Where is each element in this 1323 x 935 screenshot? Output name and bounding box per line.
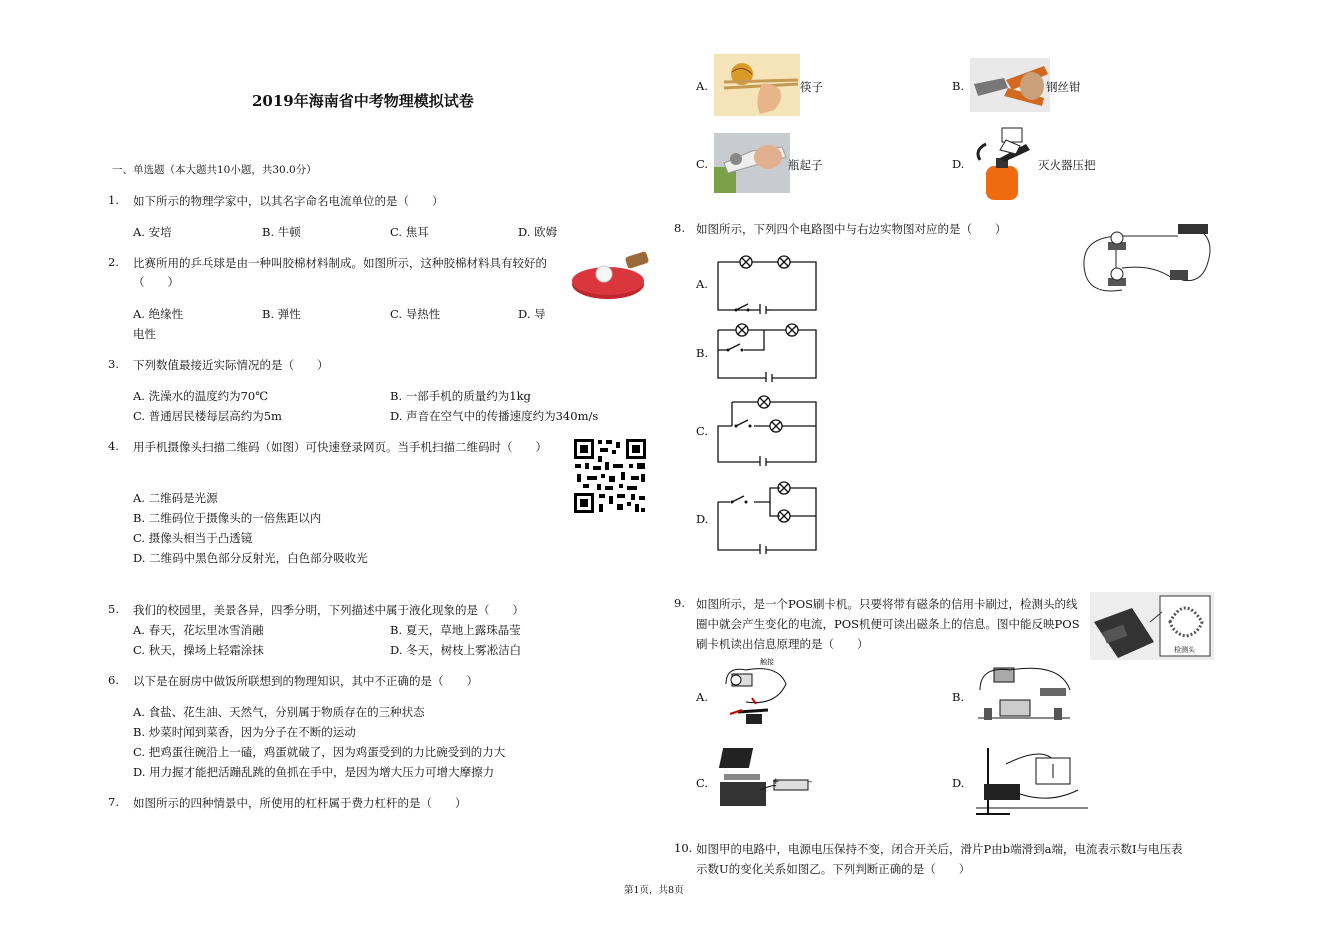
fire-extinguisher-image <box>970 126 1040 200</box>
q9-text-line2: 圈中就会产生变化的电流，POS机便可读出磁条上的信息。图中能反映POS <box>696 617 1080 631</box>
q9-image-d <box>970 744 1094 820</box>
q6-option-b[interactable]: B. 炒菜时闻到菜香，因为分子在不断的运动 <box>133 725 356 739</box>
q10-text-line2: 示数U的变化关系如图乙。下列判断正确的是（ ） <box>696 862 971 876</box>
ping-pong-paddle-image <box>568 250 652 304</box>
pliers-image <box>970 58 1050 112</box>
q8-number: 8. <box>674 221 685 235</box>
q1-number: 1. <box>108 193 119 207</box>
q7-text: 如图所示的四种情景中，所使用的杠杆属于费力杠杆的是（ ） <box>133 796 467 810</box>
q8-circuit-d <box>714 478 824 554</box>
q4-option-c[interactable]: C. 摄像头相当于凸透镜 <box>133 531 253 545</box>
q8-option-a[interactable]: A. <box>696 277 708 291</box>
q7-caption-c: 瓶起子 <box>788 158 823 172</box>
q2-option-d[interactable]: D. 导 <box>518 307 546 321</box>
q9-text: 如图所示，是一个POS刷卡机。只要将带有磁条的信用卡刷过，检测头的线 <box>696 597 1078 611</box>
q6-option-d[interactable]: D. 用力握才能把活蹦乱跳的鱼抓在手中，是因为增大压力可增大摩擦力 <box>133 765 495 779</box>
q5-option-b[interactable]: B. 夏天，草地上露珠晶莹 <box>390 623 521 637</box>
q10-number: 10. <box>674 841 693 855</box>
q6-number: 6. <box>108 673 119 687</box>
q2-option-b[interactable]: B. 弹性 <box>262 307 301 321</box>
q9-option-a[interactable]: A. <box>696 690 708 704</box>
q2-option-d-wrap: 电性 <box>133 327 156 341</box>
pos-machine-image <box>1090 592 1214 660</box>
svg-text:–: – <box>808 777 813 787</box>
q4-option-a[interactable]: A. 二维码是光源 <box>133 491 218 505</box>
q1-option-d[interactable]: D. 欧姆 <box>518 225 558 239</box>
q2-option-c[interactable]: C. 导热性 <box>390 307 441 321</box>
q1-option-a[interactable]: A. 安培 <box>133 225 172 239</box>
q9-option-b[interactable]: B. <box>952 690 965 704</box>
q1-text: 如下所示的物理学家中，以其名字命名电流单位的是（ ） <box>133 194 444 208</box>
q6-text: 以下是在厨房中做饭所联想到的物理知识，其中不正确的是（ ） <box>133 674 478 688</box>
touch-label: 触接 <box>760 658 774 666</box>
q3-number: 3. <box>108 357 119 371</box>
q4-number: 4. <box>108 439 119 453</box>
q1-option-b[interactable]: B. 牛顿 <box>262 225 301 239</box>
q7-number: 7. <box>108 795 119 809</box>
q4-option-d[interactable]: D. 二维码中黑色部分反射光，白色部分吸收光 <box>133 551 368 565</box>
q5-option-a[interactable]: A. 春天，花坛里冰雪消融 <box>133 623 264 637</box>
q9-image-c <box>716 744 820 816</box>
q8-circuit-a <box>714 252 824 314</box>
q3-option-d[interactable]: D. 声音在空气中的传播速度约为340m/s <box>390 409 599 423</box>
q9-option-d[interactable]: D. <box>952 776 965 790</box>
q9-text-line3: 刷卡机读出信息原理的是（ ） <box>696 637 869 651</box>
q5-text: 我们的校园里，美景各异，四季分明，下列描述中属于液化现象的是（ ） <box>133 603 524 617</box>
q2-number: 2. <box>108 255 119 269</box>
q4-option-b[interactable]: B. 二维码位于摄像头的一倍焦距以内 <box>133 511 322 525</box>
q7-caption-d: 灭火器压把 <box>1038 158 1096 172</box>
q7-option-b[interactable]: B. <box>952 79 965 93</box>
q8-text: 如图所示，下列四个电路图中与右边实物图对应的是（ ） <box>696 222 1007 236</box>
q6-option-c[interactable]: C. 把鸡蛋往碗沿上一磕，鸡蛋就破了，因为鸡蛋受到的力比碗受到的力大 <box>133 745 506 759</box>
physical-circuit-image <box>1082 218 1212 296</box>
svg-text:+: + <box>772 777 780 787</box>
q1-option-c[interactable]: C. 焦耳 <box>390 225 429 239</box>
q7-caption-a: 筷子 <box>800 80 823 94</box>
q5-number: 5. <box>108 602 119 616</box>
q3-text: 下列数值最接近实际情况的是（ ） <box>133 358 329 372</box>
page-title: 2019年海南省中考物理模拟试卷 <box>252 92 474 110</box>
q8-option-b[interactable]: B. <box>696 346 709 360</box>
q2-option-a[interactable]: A. 绝缘性 <box>133 307 184 321</box>
q3-option-b[interactable]: B. 一部手机的质量约为1kg <box>390 389 531 403</box>
pos-detector-label: 检测头 <box>1174 646 1195 654</box>
chopsticks-image <box>714 54 800 116</box>
q8-option-c[interactable]: C. <box>696 424 709 438</box>
q5-option-c[interactable]: C. 秋天，操场上轻霜涂抹 <box>133 643 264 657</box>
q3-option-a[interactable]: A. 洗澡水的温度约为70℃ <box>133 389 269 403</box>
q9-image-b <box>970 660 1080 730</box>
q8-circuit-b <box>714 320 824 382</box>
q9-number: 9. <box>674 596 685 610</box>
q10-text: 如图甲的电路中，电源电压保持不变，闭合开关后，滑片P由b端滑到a端，电流表示数I与电压表 <box>696 842 1183 856</box>
q8-circuit-c <box>714 390 824 466</box>
page-footer: 第1页，共8页 <box>624 885 684 896</box>
q2-text-line2: （ ） <box>133 275 179 289</box>
bottle-opener-image <box>714 133 790 193</box>
qr-code-image <box>573 438 647 514</box>
q3-option-c[interactable]: C. 普通居民楼每层高约为5m <box>133 409 282 423</box>
q8-option-d[interactable]: D. <box>696 512 709 526</box>
q7-option-c[interactable]: C. <box>696 157 709 171</box>
q4-text: 用手机摄像头扫描二维码（如图）可快速登录网页。当手机扫描二维码时（ ） <box>133 440 547 454</box>
q2-text: 比赛所用的乒乓球是由一种叫胶棉材料制成。如图所示，这种胶棉材料具有较好的 <box>133 256 547 270</box>
q6-option-a[interactable]: A. 食盐、花生油、天然气，分别属于物质存在的三种状态 <box>133 705 425 719</box>
q7-option-a[interactable]: A. <box>696 79 708 93</box>
section-heading: 一、单选题（本大题共10小题，共30.0分） <box>112 164 317 176</box>
q5-option-d[interactable]: D. 冬天，树枝上雾凇洁白 <box>390 643 522 657</box>
q9-image-a <box>716 656 788 732</box>
q9-option-c[interactable]: C. <box>696 776 709 790</box>
q7-option-d[interactable]: D. <box>952 157 965 171</box>
q7-caption-b: 钢丝钳 <box>1046 80 1081 94</box>
